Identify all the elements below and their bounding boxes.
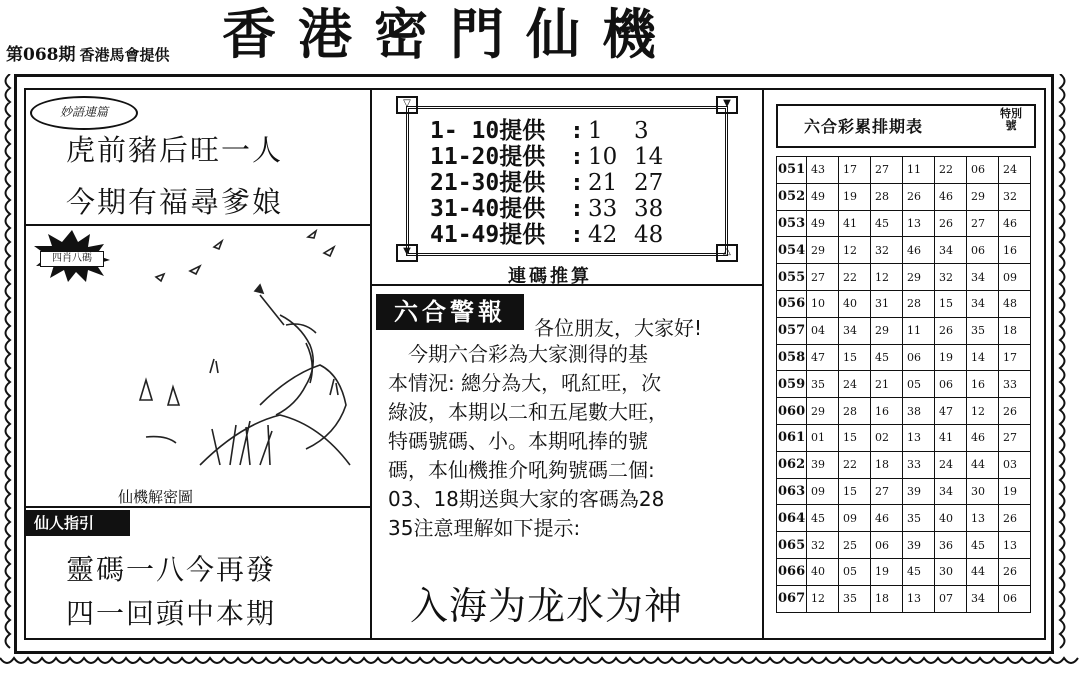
- number-cell: 09: [999, 264, 1031, 291]
- table-row: [777, 344, 1031, 371]
- number-cell: 38: [903, 398, 935, 425]
- alert-greeting: 各位朋友，大家好!: [534, 316, 703, 340]
- wavy-border-bottom: [0, 652, 1080, 672]
- number-cell: 30: [935, 558, 967, 585]
- number-cell: 46: [871, 505, 903, 532]
- number-cell: 12: [871, 264, 903, 291]
- right-box-edge: [1044, 88, 1046, 640]
- number-cell: 35: [903, 505, 935, 532]
- lead-num: 38: [634, 196, 664, 222]
- number-cell: 27: [967, 210, 999, 237]
- number-cell: 34: [967, 264, 999, 291]
- lead-num: 21: [588, 170, 618, 196]
- number-cell: 27: [807, 264, 839, 291]
- number-cell: 34: [935, 237, 967, 264]
- number-cell: 33: [903, 451, 935, 478]
- table-row: [777, 371, 1031, 398]
- number-cell: 35: [839, 585, 871, 612]
- history-table-body: [777, 157, 1031, 613]
- number-cell: 13: [967, 505, 999, 532]
- number-cell: 10: [807, 290, 839, 317]
- table-row: [777, 183, 1031, 210]
- table-title: 六合彩累排期表: [804, 117, 924, 136]
- number-cell: 13: [903, 424, 935, 451]
- number-cell: 21: [871, 371, 903, 398]
- number-cell: 46: [999, 210, 1031, 237]
- period-cell: 065: [777, 532, 807, 559]
- left-box-edge: [24, 88, 26, 640]
- number-cell: 26: [903, 183, 935, 210]
- number-cell: 34: [839, 317, 871, 344]
- table-row: [777, 398, 1031, 425]
- period-cell: 057: [777, 317, 807, 344]
- number-cell: 29: [903, 264, 935, 291]
- number-cell: 35: [967, 317, 999, 344]
- number-cell: 34: [967, 585, 999, 612]
- number-cell: 29: [871, 317, 903, 344]
- lead-num: 3: [634, 118, 649, 144]
- lead-colon: :: [570, 170, 584, 196]
- number-cell: 06: [935, 371, 967, 398]
- lead-colon: :: [570, 196, 584, 222]
- number-cell: 47: [935, 398, 967, 425]
- lead-range: 31-40提供: [430, 196, 546, 222]
- top-box-edge: [24, 88, 1046, 90]
- xianren-tag: 仙人指引: [24, 510, 130, 536]
- number-cell: 05: [839, 558, 871, 585]
- period-cell: 066: [777, 558, 807, 585]
- period-cell: 063: [777, 478, 807, 505]
- period-cell: 054: [777, 237, 807, 264]
- number-cell: 36: [935, 532, 967, 559]
- number-cell: 29: [807, 237, 839, 264]
- number-cell: 40: [935, 505, 967, 532]
- number-cell: 24: [999, 157, 1031, 184]
- lead-range: 11-20提供: [430, 144, 546, 170]
- number-cell: 27: [871, 157, 903, 184]
- number-cell: 33: [999, 371, 1031, 398]
- number-cell: 49: [807, 183, 839, 210]
- number-cell: 03: [999, 451, 1031, 478]
- number-cell: 46: [967, 424, 999, 451]
- period-cell: 064: [777, 505, 807, 532]
- period-cell: 062: [777, 451, 807, 478]
- number-cell: 45: [807, 505, 839, 532]
- bottom-poem-line-1: 靈碼一八今再發: [66, 553, 277, 586]
- corner-icon-tr: ▼: [716, 96, 738, 114]
- lead-num: 42: [588, 222, 618, 248]
- number-cell: 16: [999, 237, 1031, 264]
- number-cell: 22: [839, 264, 871, 291]
- number-cell: 26: [935, 317, 967, 344]
- number-cell: 17: [839, 157, 871, 184]
- table-row: [777, 237, 1031, 264]
- number-cell: 27: [999, 424, 1031, 451]
- number-cell: 19: [839, 183, 871, 210]
- number-cell: 13: [999, 532, 1031, 559]
- number-cell: 18: [871, 585, 903, 612]
- lead-range: 21-30提供: [430, 170, 546, 196]
- number-cell: 34: [967, 290, 999, 317]
- lead-num: 33: [588, 196, 618, 222]
- lead-caption: 連碼推算: [508, 266, 592, 287]
- wavy-border-right: [1056, 74, 1070, 654]
- number-cell: 19: [999, 478, 1031, 505]
- number-cell: 26: [999, 505, 1031, 532]
- verse-line: 入海为龙水为神: [410, 584, 684, 628]
- poem-line-1: 虎前豬后旺一人: [66, 133, 284, 167]
- number-cell: 46: [903, 237, 935, 264]
- alert-body: 今期六合彩為大家測得的基 本情況: 總分為大，吼紅旺，次 綠波，本期以二和五尾數大旺， 特碼號碼、小。本期吼捧的號 碼，本仙機推介吼夠號碼二個: 03、18期送與大家的客碼為28 35注意理解如下提示:: [388, 342, 668, 540]
- number-cell: 45: [903, 558, 935, 585]
- lead-colon: :: [570, 118, 584, 144]
- number-cell: 04: [807, 317, 839, 344]
- lead-row: [430, 144, 680, 170]
- table-special-tag: 特別號: [1000, 107, 1022, 132]
- bottom-box-edge: [24, 638, 1046, 640]
- number-cell: 12: [967, 398, 999, 425]
- number-cell: 28: [839, 398, 871, 425]
- table-row: [777, 317, 1031, 344]
- lead-row: [430, 196, 680, 222]
- number-cell: 44: [967, 451, 999, 478]
- number-cell: 43: [807, 157, 839, 184]
- period-cell: 052: [777, 183, 807, 210]
- table-row: [777, 424, 1031, 451]
- corner-icon-bl: ▼: [396, 244, 418, 262]
- number-cell: 29: [807, 398, 839, 425]
- number-cell: 24: [839, 371, 871, 398]
- number-cell: 06: [999, 585, 1031, 612]
- divider-left: [370, 88, 372, 640]
- number-cell: 07: [935, 585, 967, 612]
- number-cell: 48: [999, 290, 1031, 317]
- number-cell: 16: [967, 371, 999, 398]
- lead-colon: :: [570, 222, 584, 248]
- number-cell: 11: [903, 317, 935, 344]
- wavy-border-left: [0, 74, 14, 654]
- number-cell: 13: [903, 585, 935, 612]
- issue-label: 第068期: [6, 45, 76, 65]
- divider-left-lower: [24, 506, 370, 508]
- divider-right: [762, 88, 764, 640]
- number-cell: 41: [839, 210, 871, 237]
- number-cell: 22: [839, 451, 871, 478]
- number-cell: 32: [871, 237, 903, 264]
- corner-icon-tl: ▽: [396, 96, 418, 114]
- number-cell: 18: [871, 451, 903, 478]
- table-row: [777, 290, 1031, 317]
- illustration-caption: 仙機解密圖: [118, 488, 194, 506]
- number-cell: 09: [807, 478, 839, 505]
- lead-colon: :: [570, 144, 584, 170]
- number-cell: 34: [935, 478, 967, 505]
- number-cell: 18: [999, 317, 1031, 344]
- number-cell: 47: [807, 344, 839, 371]
- number-cell: 15: [935, 290, 967, 317]
- source-label: 香港馬會提供: [79, 46, 170, 64]
- archer-illustration: [110, 225, 360, 485]
- lead-range: 1- 10提供: [430, 118, 546, 144]
- number-cell: 14: [967, 344, 999, 371]
- period-cell: 058: [777, 344, 807, 371]
- number-cell: 45: [871, 344, 903, 371]
- number-cell: 32: [935, 264, 967, 291]
- bottom-poem-line-2: 四一回頭中本期: [66, 597, 277, 630]
- poem-line-2: 今期有福尋爹娘: [66, 185, 284, 219]
- period-cell: 059: [777, 371, 807, 398]
- lead-num: 1: [588, 118, 603, 144]
- number-cell: 39: [903, 478, 935, 505]
- lead-row: [430, 118, 680, 144]
- number-cell: 25: [839, 532, 871, 559]
- liuhe-alert-tag: 六合警報: [376, 294, 524, 330]
- number-cell: 06: [903, 344, 935, 371]
- lead-num: 14: [634, 144, 664, 170]
- number-cell: 26: [935, 210, 967, 237]
- number-cell: 35: [807, 371, 839, 398]
- number-cell: 06: [967, 157, 999, 184]
- number-cell: 06: [967, 237, 999, 264]
- period-cell: 055: [777, 264, 807, 291]
- number-cell: 11: [903, 157, 935, 184]
- number-cell: 15: [839, 478, 871, 505]
- table-row: [777, 451, 1031, 478]
- issue-number: [6, 40, 170, 65]
- number-cell: 39: [807, 451, 839, 478]
- number-cell: 26: [999, 558, 1031, 585]
- number-cell: 31: [871, 290, 903, 317]
- lead-row: [430, 222, 680, 248]
- lead-num: 48: [634, 222, 664, 248]
- number-cell: 09: [839, 505, 871, 532]
- number-cell: 49: [807, 210, 839, 237]
- lead-row: [430, 170, 680, 196]
- lead-num: 10: [588, 144, 618, 170]
- corner-icon-br: △: [716, 244, 738, 262]
- table-row: [777, 264, 1031, 291]
- number-cell: 12: [839, 237, 871, 264]
- number-cell: 46: [935, 183, 967, 210]
- history-table: [776, 156, 1031, 613]
- table-row: [777, 210, 1031, 237]
- period-cell: 053: [777, 210, 807, 237]
- number-cell: 17: [999, 344, 1031, 371]
- number-cell: 32: [807, 532, 839, 559]
- number-cell: 22: [935, 157, 967, 184]
- number-cell: 12: [807, 585, 839, 612]
- number-cell: 26: [999, 398, 1031, 425]
- number-cell: 06: [871, 532, 903, 559]
- page-title: 香港密門仙機: [222, 3, 678, 66]
- number-cell: 30: [967, 478, 999, 505]
- number-cell: 41: [935, 424, 967, 451]
- burst-label: 四肖八碼: [40, 251, 104, 267]
- table-row: [777, 157, 1031, 184]
- period-cell: 056: [777, 290, 807, 317]
- number-cell: 19: [871, 558, 903, 585]
- table-row: [777, 478, 1031, 505]
- number-cell: 27: [871, 478, 903, 505]
- number-cell: 24: [935, 451, 967, 478]
- number-cell: 29: [967, 183, 999, 210]
- table-row: [777, 558, 1031, 585]
- number-cell: 13: [903, 210, 935, 237]
- period-cell: 067: [777, 585, 807, 612]
- number-cell: 40: [807, 558, 839, 585]
- number-cell: 05: [903, 371, 935, 398]
- number-cell: 45: [967, 532, 999, 559]
- miaoyu-badge: 妙語連篇: [30, 96, 138, 130]
- number-cell: 40: [839, 290, 871, 317]
- lead-range: 41-49提供: [430, 222, 546, 248]
- number-cell: 28: [871, 183, 903, 210]
- number-cell: 02: [871, 424, 903, 451]
- table-row: [777, 585, 1031, 612]
- number-cell: 32: [999, 183, 1031, 210]
- number-cell: 19: [935, 344, 967, 371]
- lead-num: 27: [634, 170, 664, 196]
- number-cell: 28: [903, 290, 935, 317]
- number-cell: 15: [839, 424, 871, 451]
- period-cell: 060: [777, 398, 807, 425]
- number-cell: 01: [807, 424, 839, 451]
- number-cell: 44: [967, 558, 999, 585]
- table-row: [777, 505, 1031, 532]
- number-cell: 45: [871, 210, 903, 237]
- number-cell: 15: [839, 344, 871, 371]
- number-cell: 39: [903, 532, 935, 559]
- period-cell: 051: [777, 157, 807, 184]
- number-cell: 16: [871, 398, 903, 425]
- period-cell: 061: [777, 424, 807, 451]
- table-row: [777, 532, 1031, 559]
